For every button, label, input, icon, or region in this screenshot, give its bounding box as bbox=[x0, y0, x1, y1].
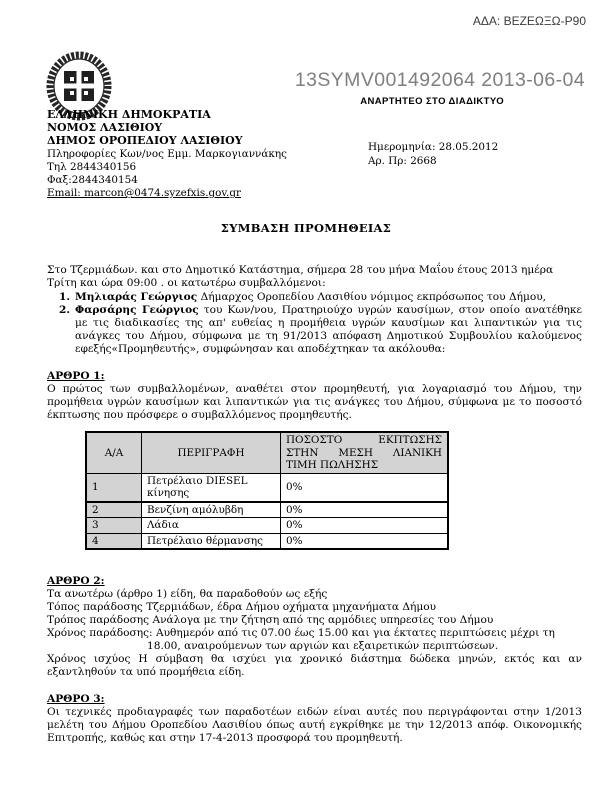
party-name: Μηλιαράς Γεώργιος bbox=[75, 291, 198, 303]
table-row bbox=[86, 473, 448, 502]
article-2-line: Τα ανωτέρω (άρθρο 1) είδη, θα παραδοθούν ως εξής bbox=[47, 588, 328, 600]
header-cell-discount: ΠΟΣΟΣΤΟ ΕΚΠΤΩΣΗΣ ΣΤΗΝ ΜΕΣΗ ΛΙΑΝΙΚΗ ΤΙΜΗ ΠΩΛΗΣΗΣ bbox=[281, 432, 449, 473]
party-number: 1. bbox=[59, 291, 71, 303]
delivery-method-line: Τρόπος παράδοσης Ανάλογα με την ζήτηση από της αρμόδιες υπηρεσίες του Δήμου bbox=[47, 614, 494, 626]
article-1-body: Ο πρώτος των συμβαλλομένων, αναθέτει στον προμηθευτή, για λογαριασμό του Δήμου, την προμήθεια υγρών καυσίμων και λιπαντικών για τις ανάγκες του Δήμου, σύμφωνα με το ποσοστό έκπτωσης που πρόσφερε ο συμβαλλόμενος προμηθευτής. bbox=[47, 383, 582, 421]
party-item-2 bbox=[59, 304, 582, 356]
agency-header bbox=[47, 108, 287, 200]
table-row bbox=[86, 518, 448, 534]
contact-info-line: Πληροφορίες Κων/νος Εμμ. Μαρκογιαννάκης bbox=[47, 147, 287, 160]
protocol-number-line: Αρ. Πρ: 2668 bbox=[368, 155, 437, 167]
cell-discount: 0% bbox=[281, 518, 449, 534]
header-cell-description: ΠΕΡΙΓΡΑΦΗ bbox=[142, 432, 281, 473]
table-row bbox=[86, 533, 448, 549]
intro-paragraph: Στο Τζερμιάδων. και στο Δημοτικό Κατάστημα, σήμερα 28 του μήνα Μαΐου έτους 2013 ημέρα Τρίτη και ώρα 09:00 . οι κατωτέρω συμβαλλόμενοι: bbox=[47, 264, 554, 289]
cell-index: 4 bbox=[86, 533, 142, 549]
article-3-body: Οι τεχνικές προδιαγραφές των παραδοτέων ειδών είναι αυτές που περιγράφονται στην 1/2013 μελέτη του Δήμου Οροπεδίου Λασιθίου όπως αυτή εγκρίθηκε με την 12/2013 απόφ. Οικονομικής Επιτροπής, καθώς και στην 17-4-2013 προσφορά του προμηθευτή. bbox=[47, 706, 582, 744]
fax-line: Φαξ:2844340154 bbox=[47, 174, 138, 187]
cell-index: 2 bbox=[86, 502, 142, 518]
party-description: Δήμαρχος Οροπεδίου Λασιθίου νόμιμος εκπρόσωπος του Δήμου, bbox=[197, 291, 547, 303]
agency-municipality-line: ΔΗΜΟΣ ΟΡΟΠΕΔΙΟΥ ΛΑΣΙΘΙΟΥ bbox=[47, 134, 243, 148]
cell-index: 3 bbox=[86, 518, 142, 534]
validity-period-line: Χρόνος ισχύος Η σύμβαση θα ισχύει για χρονικό διάστημα δώδεκα μηνών, εκτός και αν εξαντληθούν τα υπό προμήθεια είδη. bbox=[47, 653, 582, 678]
party-item-1 bbox=[59, 291, 582, 304]
table-header-row bbox=[86, 432, 448, 473]
document-body bbox=[47, 264, 582, 745]
document-title: ΣΥΜΒΑΣΗ ΠΡΟΜΗΘΕΙΑΣ bbox=[220, 221, 392, 235]
delivery-time-continuation: 18.00, αναιρούμενων των αργιών και εξαιρετικών περιπτώσεων. bbox=[147, 640, 499, 652]
agency-prefecture-line: ΝΟΜΟΣ ΛΑΣΙΘΙΟΥ bbox=[47, 121, 163, 135]
party-number: 2. bbox=[59, 304, 71, 316]
table-row bbox=[86, 502, 448, 518]
cell-description: Βενζίνη αμόλυβδη bbox=[142, 502, 281, 518]
phone-line: Τηλ 2844340156 bbox=[47, 160, 137, 173]
date-line: Ημερομηνία: 28.05.2012 bbox=[368, 141, 499, 153]
article-1-heading: ΑΡΘΡΟ 1: bbox=[47, 370, 105, 382]
registry-number: 13SYMV001492064 2013-06-04 bbox=[294, 69, 585, 91]
party-description: του Κων/νου, Πρατηριούχο υγρών καυσίμων, στον οποίο ανατέθηκε με τις διαδικασίες της απ' ευθείας η προμήθεια υγρών καυσίμων και λιπαντικών για τις ανάγκες του Δήμου, σύμφωνα με τη 91/2013 απόφαση Δημοτικού Συμβουλίου καλούμενος εφεξής«Προμηθευτής», συμφώνησαν και αποδέχτηκαν τα ακόλουθα: bbox=[75, 304, 582, 355]
party-text bbox=[75, 291, 582, 304]
ada-code: ΑΔΑ: ΒΕΖΕΩΞΩ-Ρ90 bbox=[472, 14, 586, 28]
party-text bbox=[75, 304, 582, 356]
cell-index: 1 bbox=[86, 473, 142, 502]
cell-discount: 0% bbox=[281, 502, 449, 518]
cell-discount: 0% bbox=[281, 473, 449, 502]
cell-description: Πετρέλαιο DIESEL κίνησης bbox=[142, 473, 281, 502]
article-3-heading: ΑΡΘΡΟ 3: bbox=[47, 693, 105, 705]
cell-description: Πετρέλαιο θέρμανσης bbox=[142, 533, 281, 549]
discount-table bbox=[85, 431, 449, 550]
email-link[interactable]: Email: marcon@0474.syzefxis.gov.gr bbox=[47, 187, 241, 200]
header-cell-index: Α/Α bbox=[86, 432, 142, 473]
party-name: Φαρσάρης Γεώργιος bbox=[75, 304, 199, 316]
web-posting-label: ΑΝΑΡΤΗΤΕΟ ΣΤΟ ΔΙΑΔΙΚΤΥΟ bbox=[360, 96, 504, 107]
article-2-heading: ΑΡΘΡΟ 2: bbox=[47, 575, 105, 587]
agency-republic-line: ΕΛΛΗΝΙΚΗ ΔΗΜΟΚΡΑΤΙΑ bbox=[47, 108, 211, 121]
delivery-place-line: Τόπος παράδοσης Τζερμιάδων, έδρα Δήμου οχήματα μηχανήματα Δήμου bbox=[47, 601, 437, 613]
document-meta bbox=[368, 140, 498, 168]
cell-discount: 0% bbox=[281, 533, 449, 549]
cell-description: Λάδια bbox=[142, 518, 281, 534]
delivery-time-line: Χρόνος παράδοσης: Αυθημερόν από τις 07.00 έως 15.00 και για έκτατες περιπτώσεις μέχρι τη bbox=[47, 627, 555, 639]
